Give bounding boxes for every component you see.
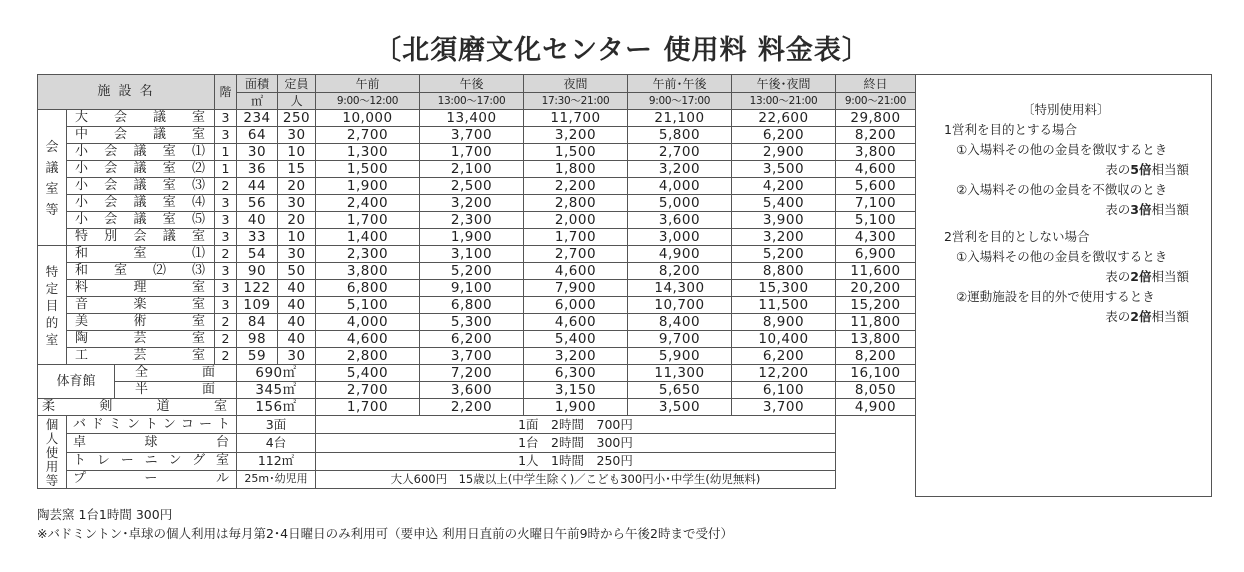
fee-cell: 3,900: [732, 212, 836, 229]
fee-cell: 1,900: [524, 399, 628, 416]
fee-cell: 8,200: [836, 348, 916, 365]
fee-cell: 3,500: [732, 161, 836, 178]
fee-cell: 4,900: [836, 399, 916, 416]
header-period-morning-afternoon: 午前･午後: [628, 75, 732, 93]
fee-cell: 2,300: [316, 246, 420, 263]
room-capacity: 30: [278, 195, 316, 212]
room-capacity: 30: [278, 127, 316, 144]
header-floor: 階: [215, 75, 237, 110]
fee-cell: 8,900: [732, 314, 836, 331]
special-case-2b-rate: 表の2倍相当額: [1105, 309, 1189, 324]
header-time-morning-afternoon: 9:00～17:00: [628, 93, 732, 110]
fee-cell: 9,100: [420, 280, 524, 297]
fee-cell: 5,200: [732, 246, 836, 263]
fee-cell: 5,650: [628, 382, 732, 399]
group-individual: 個人使用等: [38, 416, 67, 489]
fee-table: [37, 74, 916, 489]
room-area: 90: [237, 263, 278, 280]
fee-cell: 1,700: [316, 212, 420, 229]
room-area: 33: [237, 229, 278, 246]
group-special: 特定目的室: [38, 246, 67, 365]
fee-cell: 3,200: [628, 161, 732, 178]
special-case-2a-rate: 表の2倍相当額: [1105, 269, 1189, 284]
header-time-morning: 9:00～12:00: [316, 93, 420, 110]
special-case-2a: ①入場料その他の金員を徴収するとき: [956, 249, 1168, 264]
fee-cell: 5,100: [836, 212, 916, 229]
fee-cell: 5,000: [628, 195, 732, 212]
table-row: [38, 314, 916, 331]
room-capacity: 30: [278, 348, 316, 365]
special-case-1a-rate: 表の5倍相当額: [1105, 162, 1189, 177]
table-row: [38, 399, 916, 416]
room-capacity: 40: [278, 331, 316, 348]
room-capacity: 40: [278, 297, 316, 314]
room-name: バドミントンコート: [67, 416, 237, 434]
fee-cell: 7,100: [836, 195, 916, 212]
fee-cell: 3,800: [316, 263, 420, 280]
room-name: 陶芸室: [67, 331, 215, 348]
room-area: 109: [237, 297, 278, 314]
fee-cell: 16,100: [836, 365, 916, 382]
fee-cell: 6,800: [420, 297, 524, 314]
fee-cell: 4,600: [524, 263, 628, 280]
fee-cell: 3,700: [420, 127, 524, 144]
room-floor: 3: [215, 280, 237, 297]
fee-cell: 1,700: [524, 229, 628, 246]
fee-cell: 29,800: [836, 110, 916, 127]
room-name: トレーニング室: [67, 452, 237, 470]
header-time-afternoon-night: 13:00～21:00: [732, 93, 836, 110]
fee-cell: 9,700: [628, 331, 732, 348]
individual-fee: 1人 1時間 250円: [316, 452, 836, 470]
room-capacity: 20: [278, 212, 316, 229]
header-period-morning: 午前: [316, 75, 420, 93]
table-row: [38, 212, 916, 229]
room-floor: 2: [215, 314, 237, 331]
fee-cell: 11,800: [836, 314, 916, 331]
header-period-night: 夜間: [524, 75, 628, 93]
fee-cell: 3,150: [524, 382, 628, 399]
fee-cell: 3,600: [420, 382, 524, 399]
room-name: 小会議室⑴: [67, 144, 215, 161]
fee-cell: 4,900: [628, 246, 732, 263]
fee-cell: 7,200: [420, 365, 524, 382]
table-row: [38, 178, 916, 195]
room-name: 音楽室: [67, 297, 215, 314]
fee-cell: 3,800: [836, 144, 916, 161]
fee-cell: 22,600: [732, 110, 836, 127]
fee-cell: 8,200: [628, 263, 732, 280]
fee-cell: 6,200: [732, 348, 836, 365]
fee-cell: 12,200: [732, 365, 836, 382]
fee-cell: 11,600: [836, 263, 916, 280]
table-row: [38, 382, 916, 399]
room-floor: 3: [215, 195, 237, 212]
table-row: [38, 263, 916, 280]
fee-cell: 6,000: [524, 297, 628, 314]
room-floor: 1: [215, 144, 237, 161]
fee-cell: 5,300: [420, 314, 524, 331]
fee-cell: 4,300: [836, 229, 916, 246]
special-case-2b: ②運動施設を目的外で使用するとき: [956, 289, 1155, 304]
header-time-night: 17:30～21:00: [524, 93, 628, 110]
room-unit: 4台: [237, 434, 316, 452]
room-area: 40: [237, 212, 278, 229]
room-floor: 3: [215, 297, 237, 314]
fee-cell: 11,700: [524, 110, 628, 127]
room-floor: 3: [215, 110, 237, 127]
fee-cell: 13,800: [836, 331, 916, 348]
fee-cell: 6,200: [420, 331, 524, 348]
fee-cell: 7,900: [524, 280, 628, 297]
fee-cell: 6,200: [732, 127, 836, 144]
room-area: 98: [237, 331, 278, 348]
fee-cell: 6,300: [524, 365, 628, 382]
room-area: 64: [237, 127, 278, 144]
fee-cell: 6,900: [836, 246, 916, 263]
special-case-1b-rate: 表の3倍相当額: [1105, 202, 1189, 217]
table-row: [38, 246, 916, 263]
room-unit: 3面: [237, 416, 316, 434]
fee-cell: 2,800: [316, 348, 420, 365]
room-floor: 2: [215, 178, 237, 195]
fee-cell: 11,300: [628, 365, 732, 382]
table-row: [38, 331, 916, 348]
special-case-1a: ①入場料その他の金員を徴収するとき: [956, 142, 1168, 157]
fee-cell: 5,200: [420, 263, 524, 280]
room-floor: 2: [215, 331, 237, 348]
room-name: プール: [67, 470, 237, 488]
fee-cell: 8,400: [628, 314, 732, 331]
fee-cell: 6,800: [316, 280, 420, 297]
fee-cell: 14,300: [628, 280, 732, 297]
special-case-2: 2営利を目的としない場合: [944, 229, 1090, 244]
room-name: 全面: [115, 365, 237, 382]
header-capacity-unit: 人: [278, 93, 316, 110]
room-floor: 2: [215, 348, 237, 365]
table-row: [38, 110, 916, 127]
room-capacity: 20: [278, 178, 316, 195]
special-case-1b: ②入場料その他の金員を不徴収のとき: [956, 182, 1168, 197]
footer-note: ※バドミントン･卓球の個人利用は毎月第2･4日曜日のみ利用可（要申込 利用日直前の火曜日午前9時から午後2時まで受付）: [37, 526, 734, 541]
table-row: [38, 144, 916, 161]
fee-cell: 1,300: [316, 144, 420, 161]
table-row: [38, 434, 916, 452]
fee-cell: 20,200: [836, 280, 916, 297]
fee-cell: 3,200: [524, 127, 628, 144]
fee-cell: 11,500: [732, 297, 836, 314]
room-unit: 25m･幼児用: [237, 470, 316, 488]
fee-cell: 2,200: [524, 178, 628, 195]
blank-cell: [836, 416, 916, 489]
room-name: 工芸室: [67, 348, 215, 365]
group-conference: 会議室等: [38, 110, 67, 246]
fee-cell: 2,400: [316, 195, 420, 212]
fee-cell: 4,200: [732, 178, 836, 195]
header-capacity: 定員: [278, 75, 316, 93]
individual-fee: 1面 2時間 700円: [316, 416, 836, 434]
individual-fee: 1台 2時間 300円: [316, 434, 836, 452]
fee-cell: 10,700: [628, 297, 732, 314]
room-floor: 3: [215, 263, 237, 280]
room-area: 156㎡: [237, 399, 316, 416]
room-area: 234: [237, 110, 278, 127]
room-name: 小会議室⑵: [67, 161, 215, 178]
fee-cell: 3,200: [524, 348, 628, 365]
room-capacity: 250: [278, 110, 316, 127]
fee-cell: 3,700: [732, 399, 836, 416]
room-capacity: 30: [278, 246, 316, 263]
fee-cell: 3,500: [628, 399, 732, 416]
fee-cell: 2,700: [316, 382, 420, 399]
fee-cell: 5,600: [836, 178, 916, 195]
fee-cell: 3,600: [628, 212, 732, 229]
fee-cell: 2,000: [524, 212, 628, 229]
fee-cell: 2,700: [628, 144, 732, 161]
room-area: 122: [237, 280, 278, 297]
fee-cell: 4,600: [836, 161, 916, 178]
fee-cell: 2,300: [420, 212, 524, 229]
special-case-1: 1営利を目的とする場合: [944, 122, 1077, 137]
room-area: 54: [237, 246, 278, 263]
room-name: 中会議室: [67, 127, 215, 144]
page-title: 〔北須磨文化センター 使用料 料金表〕: [374, 35, 870, 66]
room-area: 84: [237, 314, 278, 331]
fee-cell: 8,050: [836, 382, 916, 399]
fee-cell: 5,100: [316, 297, 420, 314]
fee-cell: 4,000: [628, 178, 732, 195]
room-area: 30: [237, 144, 278, 161]
room-unit: 112㎡: [237, 452, 316, 470]
fee-cell: 2,700: [316, 127, 420, 144]
table-row: [38, 470, 916, 488]
fee-cell: 1,900: [420, 229, 524, 246]
special-fees-panel: [915, 74, 1212, 497]
table-row: [38, 161, 916, 178]
fee-cell: 2,800: [524, 195, 628, 212]
table-row: [38, 297, 916, 314]
group-gym: 体育館: [38, 365, 115, 399]
room-area: 56: [237, 195, 278, 212]
fee-cell: 2,200: [420, 399, 524, 416]
room-name: 料理室: [67, 280, 215, 297]
room-capacity: 40: [278, 280, 316, 297]
fee-cell: 2,500: [420, 178, 524, 195]
room-name: 特別会議室: [67, 229, 215, 246]
room-capacity: 15: [278, 161, 316, 178]
fee-cell: 4,000: [316, 314, 420, 331]
room-name: 卓球台: [67, 434, 237, 452]
header-area-unit: ㎡: [237, 93, 278, 110]
table-row: [38, 452, 916, 470]
room-floor: 3: [215, 229, 237, 246]
table-row: [38, 416, 916, 434]
room-name: 美術室: [67, 314, 215, 331]
room-name: 大会議室: [67, 110, 215, 127]
fee-cell: 1,400: [316, 229, 420, 246]
fee-cell: 2,900: [732, 144, 836, 161]
fee-cell: 5,800: [628, 127, 732, 144]
fee-cell: 5,400: [316, 365, 420, 382]
fee-cell: 4,600: [524, 314, 628, 331]
fee-cell: 3,000: [628, 229, 732, 246]
fee-cell: 4,600: [316, 331, 420, 348]
fee-cell: 6,100: [732, 382, 836, 399]
header-area: 面積: [237, 75, 278, 93]
fee-cell: 1,500: [524, 144, 628, 161]
room-area: 690㎡: [237, 365, 316, 382]
fee-cell: 15,300: [732, 280, 836, 297]
room-capacity: 50: [278, 263, 316, 280]
room-floor: 2: [215, 246, 237, 263]
fee-cell: 5,900: [628, 348, 732, 365]
room-capacity: 40: [278, 314, 316, 331]
fee-cell: 10,400: [732, 331, 836, 348]
individual-fee: 大人600円 15歳以上(中学生除く)／こども300円小･中学生(幼児無料): [316, 470, 836, 488]
fee-cell: 8,200: [836, 127, 916, 144]
fee-cell: 3,200: [420, 195, 524, 212]
fee-cell: 21,100: [628, 110, 732, 127]
header-period-afternoon-night: 午後･夜間: [732, 75, 836, 93]
room-name: 小会議室⑶: [67, 178, 215, 195]
fee-cell: 13,400: [420, 110, 524, 127]
room-name: 小会議室⑸: [67, 212, 215, 229]
fee-cell: 2,100: [420, 161, 524, 178]
room-name: 和室⑴: [67, 246, 215, 263]
header-time-allday: 9:00～21:00: [836, 93, 916, 110]
fee-cell: 5,400: [732, 195, 836, 212]
fee-cell: 8,800: [732, 263, 836, 280]
special-heading: 〔特別使用料〕: [1022, 102, 1110, 117]
table-row: [38, 195, 916, 212]
fee-cell: 1,500: [316, 161, 420, 178]
fee-cell: 1,900: [316, 178, 420, 195]
room-capacity: 10: [278, 229, 316, 246]
table-row: [38, 229, 916, 246]
table-row: [38, 280, 916, 297]
header-period-afternoon: 午後: [420, 75, 524, 93]
room-floor: 3: [215, 127, 237, 144]
footer-kiln: 陶芸窯 1台1時間 300円: [37, 507, 173, 522]
header-facility: 施 設 名: [38, 75, 215, 110]
room-name: 小会議室⑷: [67, 195, 215, 212]
fee-cell: 1,800: [524, 161, 628, 178]
room-name: 柔剣道室: [38, 399, 237, 416]
table-row: [38, 348, 916, 365]
room-area: 36: [237, 161, 278, 178]
table-row: [38, 127, 916, 144]
room-floor: 3: [215, 212, 237, 229]
fee-cell: 3,700: [420, 348, 524, 365]
room-area: 44: [237, 178, 278, 195]
fee-cell: 1,700: [316, 399, 420, 416]
room-floor: 1: [215, 161, 237, 178]
fee-cell: 10,000: [316, 110, 420, 127]
fee-cell: 2,700: [524, 246, 628, 263]
room-area: 345㎡: [237, 382, 316, 399]
fee-cell: 5,400: [524, 331, 628, 348]
fee-cell: 3,200: [732, 229, 836, 246]
room-area: 59: [237, 348, 278, 365]
fee-cell: 15,200: [836, 297, 916, 314]
header-time-afternoon: 13:00～17:00: [420, 93, 524, 110]
room-name: 和室⑵⑶: [67, 263, 215, 280]
fee-cell: 3,100: [420, 246, 524, 263]
table-row: [38, 365, 916, 382]
room-name: 半面: [115, 382, 237, 399]
fee-cell: 1,700: [420, 144, 524, 161]
header-period-allday: 終日: [836, 75, 916, 93]
room-capacity: 10: [278, 144, 316, 161]
